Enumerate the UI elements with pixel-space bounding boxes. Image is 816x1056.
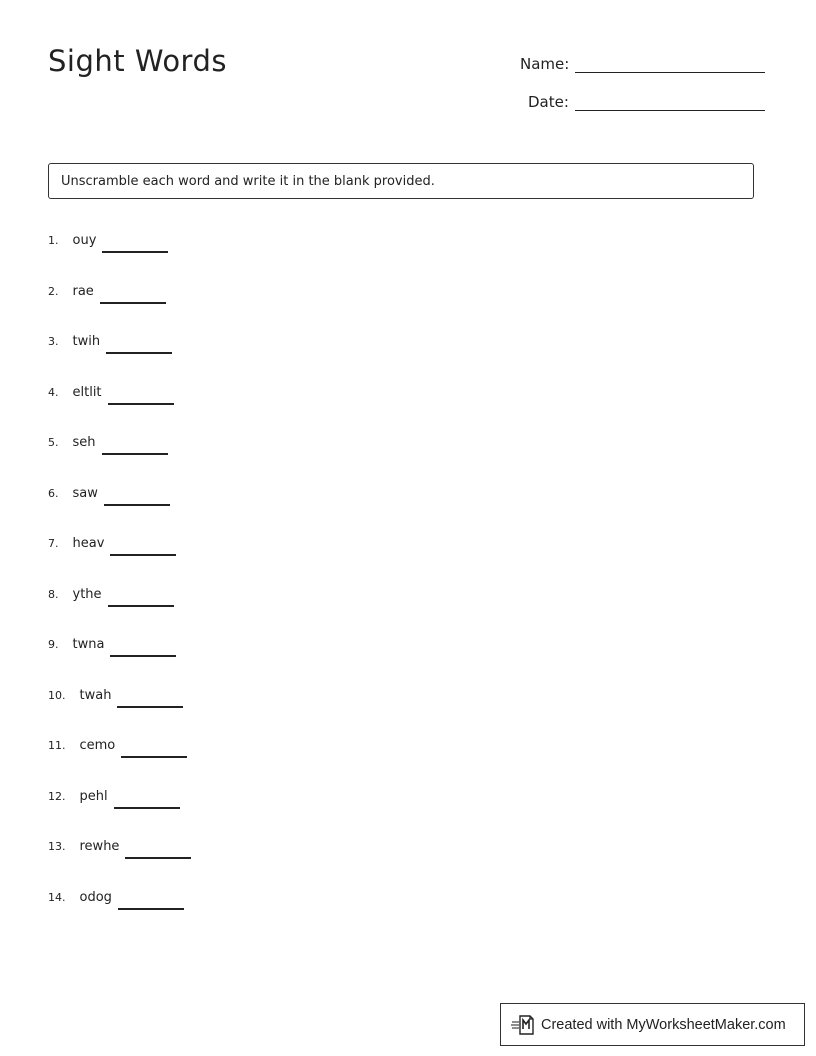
instructions-box [48,163,754,199]
answer-blank [118,889,184,910]
date-field [528,92,765,111]
name-label: Name: [520,55,570,73]
problem-number: 10. [48,688,66,702]
answer-blank [121,737,187,758]
problem-number: 14. [48,890,66,904]
problem-number: 9. [48,638,59,651]
problem-number: 2. [48,284,59,298]
answer-blank [108,384,174,405]
problem-item [48,279,191,330]
scrambled-word: twih [72,334,101,349]
answer-blank [102,434,168,455]
instructions-text: Unscramble each word and write it in the blank provided. [61,173,435,189]
worksheet-title: Sight Words [48,44,227,78]
scrambled-word: heav [72,536,105,551]
problem-number: 6. [48,486,59,500]
problem-number: 8. [48,587,59,601]
problem-number: 7. [48,537,59,550]
scrambled-word: seh [72,435,96,450]
date-label: Date: [528,93,569,111]
problem-number: 3. [48,335,59,348]
problem-number: 12. [48,789,66,803]
answer-blank [102,232,168,253]
scrambled-word: ythe [72,586,102,602]
scrambled-word: twah [79,687,112,703]
problem-number: 13. [48,840,66,853]
problem-number: 4. [48,385,59,399]
problem-item [48,531,191,582]
problem-number: 1. [48,234,59,247]
problem-item [48,784,191,835]
problem-item [48,632,191,683]
scrambled-word: ouy [72,233,97,248]
scrambled-word: pehl [79,788,108,804]
answer-blank [106,333,172,354]
name-blank [575,54,765,73]
problem-item [48,885,191,936]
problem-item [48,834,191,885]
scrambled-word: saw [72,485,98,501]
answer-blank [125,838,191,859]
name-field [520,54,765,73]
problem-item [48,329,191,380]
date-blank [575,92,765,111]
problem-number: 5. [48,436,59,449]
scrambled-word: cemo [79,738,116,753]
problem-item [48,582,191,633]
footer-credit[interactable] [500,1003,805,1046]
problem-item [48,733,191,784]
answer-blank [117,687,183,708]
problem-number: 11. [48,739,66,752]
answer-blank [100,283,166,304]
answer-blank [104,485,170,506]
problem-item [48,481,191,532]
problem-list [48,228,191,935]
problem-item [48,683,191,734]
answer-blank [110,636,176,657]
answer-blank [110,535,176,556]
scrambled-word: eltlit [72,384,102,400]
problem-item [48,430,191,481]
scrambled-word: rae [72,283,94,299]
scrambled-word: rewhe [79,839,120,854]
answer-blank [108,586,174,607]
scrambled-word: odog [79,889,112,905]
scrambled-word: twna [72,637,105,652]
footer-text[interactable]: Created with MyWorksheetMaker.com [541,1016,786,1033]
problem-item [48,228,191,279]
problem-item [48,380,191,431]
answer-blank [114,788,180,809]
worksheet-maker-logo-icon [511,1014,535,1036]
